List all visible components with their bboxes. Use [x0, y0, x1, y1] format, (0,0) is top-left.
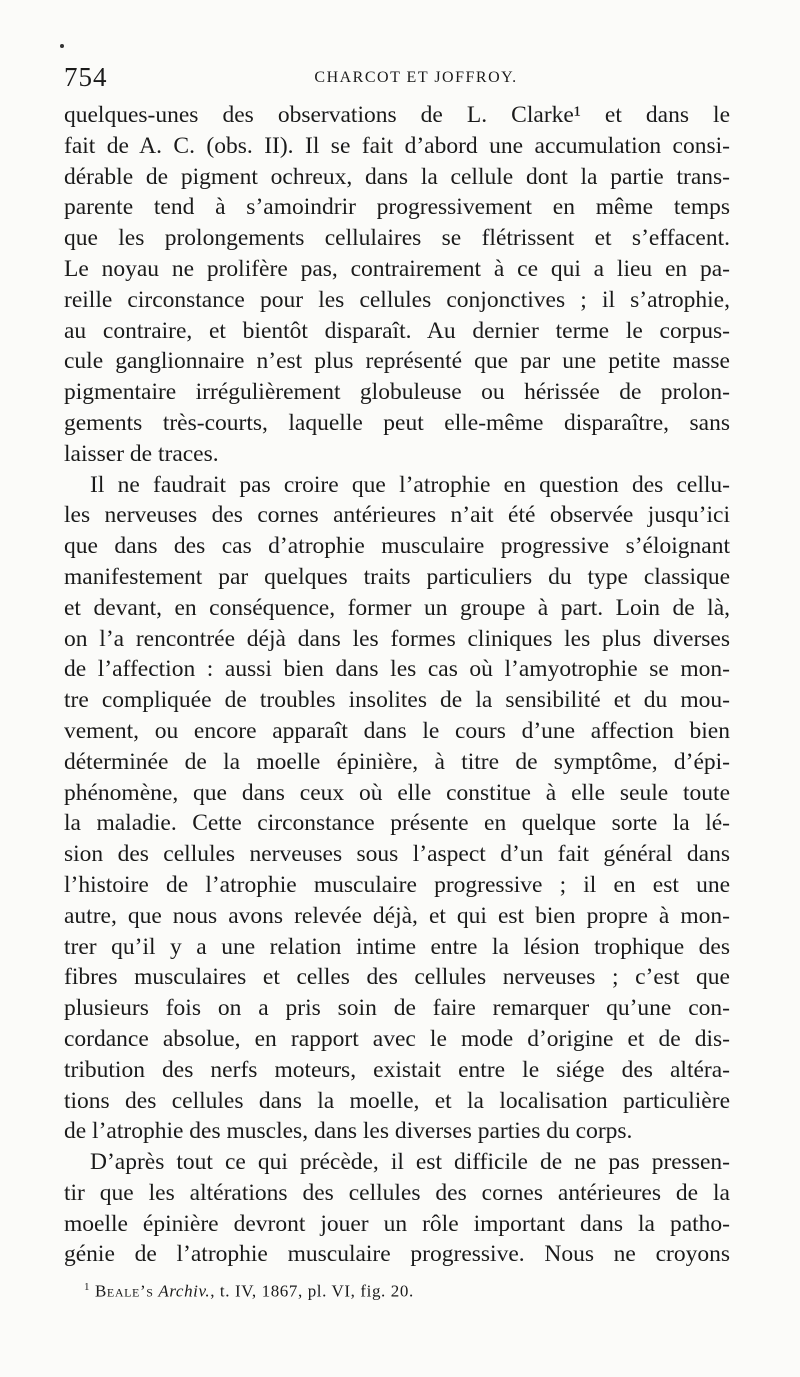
text-line: que les prolongements cellulaires se flétrissent et s’effacent. [64, 225, 730, 252]
text-line: tribution des nerfs moteurs, existait entre le siége des altéra- [64, 1056, 730, 1083]
text-line: autre, que nous avons relevée déjà, et qui est bien propre à mon- [64, 902, 730, 929]
text-line: vement, ou encore apparaît dans le cours d’une affection bien [64, 717, 730, 744]
body-text [64, 100, 730, 1270]
text-line: quelques-unes des observations de L. Clarke¹ et dans le [64, 102, 730, 128]
text-line: trer qu’il y a une relation intime entre la lésion trophique des [64, 933, 730, 960]
text-line: Le noyau ne prolifère pas, contrairement à ce qui a lieu en pa- [64, 255, 730, 282]
footnote-journal: Archiv. [158, 1281, 211, 1301]
footnote-author: Beale’s [94, 1281, 154, 1301]
text-line: plusieurs fois on a pris soin de faire remarquer qu’une con- [64, 995, 730, 1022]
page-number: 754 [64, 62, 108, 92]
text-line: fait de A. C. (obs. II). Il se fait d’abord une accumulation consi- [64, 132, 730, 159]
text-line: l’histoire de l’atrophie musculaire progressive ; il en est une [64, 871, 730, 898]
text-line: au contraire, et bientôt disparaît. Au dernier terme le corpus- [64, 317, 730, 344]
footnote-marker: 1 [84, 1281, 91, 1293]
text-line: tions des cellules dans la moelle, et la localisation particulière [64, 1087, 730, 1114]
text-line: sion des cellules nerveuses sous l’aspect d’un fait général dans [64, 841, 730, 868]
text-line: et devant, en conséquence, former un groupe à part. Loin de là, [64, 594, 730, 621]
text-line: déterminée de la moelle épinière, à titre de symptôme, d’épi- [64, 748, 730, 775]
text-line: on l’a rencontrée déjà dans les formes cliniques les plus diverses [64, 625, 730, 652]
text-line: parente tend à s’amoindrir progressivement en même temps [64, 194, 730, 221]
text-line: cordance absolue, en rapport avec le mode d’origine et de dis- [64, 1025, 730, 1052]
page-header [64, 62, 728, 92]
footnote-reference: , t. IV, 1867, pl. VI, fig. 20. [210, 1281, 414, 1301]
text-line: moelle épinière devront jouer un rôle important dans la patho- [64, 1210, 730, 1237]
text-line: dérable de pigment ochreux, dans la cellule dont la partie trans- [64, 163, 730, 190]
text-line: génie de l’atrophie musculaire progressive. Nous ne croyons [64, 1241, 730, 1268]
text-line: les nerveuses des cornes antérieures n’ait été observée jusqu’ici [64, 502, 730, 529]
text-line: gements très-courts, laquelle peut elle-même disparaître, sans [64, 409, 730, 436]
text-line: la maladie. Cette circonstance présente en quelque sorte la lé- [64, 810, 730, 837]
text-line: tir que les altérations des cellules des cornes antérieures de la [64, 1179, 730, 1206]
text-line: manifestement par quelques traits particuliers du type classique [64, 563, 730, 590]
footnote [84, 1281, 414, 1302]
text-line: de l’affection : aussi bien dans les cas où l’amyotrophie se mon- [64, 656, 730, 683]
text-line: cule ganglionnaire n’est plus représenté que par une petite masse [64, 348, 730, 375]
running-head: CHARCOT ET JOFFROY. [314, 69, 518, 86]
text-line: de l’atrophie des muscles, dans les diverses parties du corps. [64, 1118, 633, 1145]
text-line: fibres musculaires et celles des cellules nerveuses ; c’est que [64, 964, 730, 991]
text-line: que dans des cas d’atrophie musculaire progressive s’éloignant [64, 533, 730, 560]
text-line: phénomène, que dans ceux où elle constitue à elle seule toute [64, 779, 730, 806]
text-line: Il ne faudrait pas croire que l’atrophie en question des cellu- [90, 471, 730, 498]
text-line: laisser de traces. [64, 440, 219, 467]
ink-speck [60, 44, 64, 48]
text-line: pigmentaire irrégulièrement globuleuse ou hérissée de prolon- [64, 379, 730, 406]
text-line: tre compliquée de troubles insolites de la sensibilité et du mou- [64, 687, 730, 714]
text-line: D’après tout ce qui précède, il est difficile de ne pas pressen- [90, 1149, 730, 1176]
text-line: reille circonstance pour les cellules conjonctives ; il s’atrophie, [64, 286, 730, 313]
